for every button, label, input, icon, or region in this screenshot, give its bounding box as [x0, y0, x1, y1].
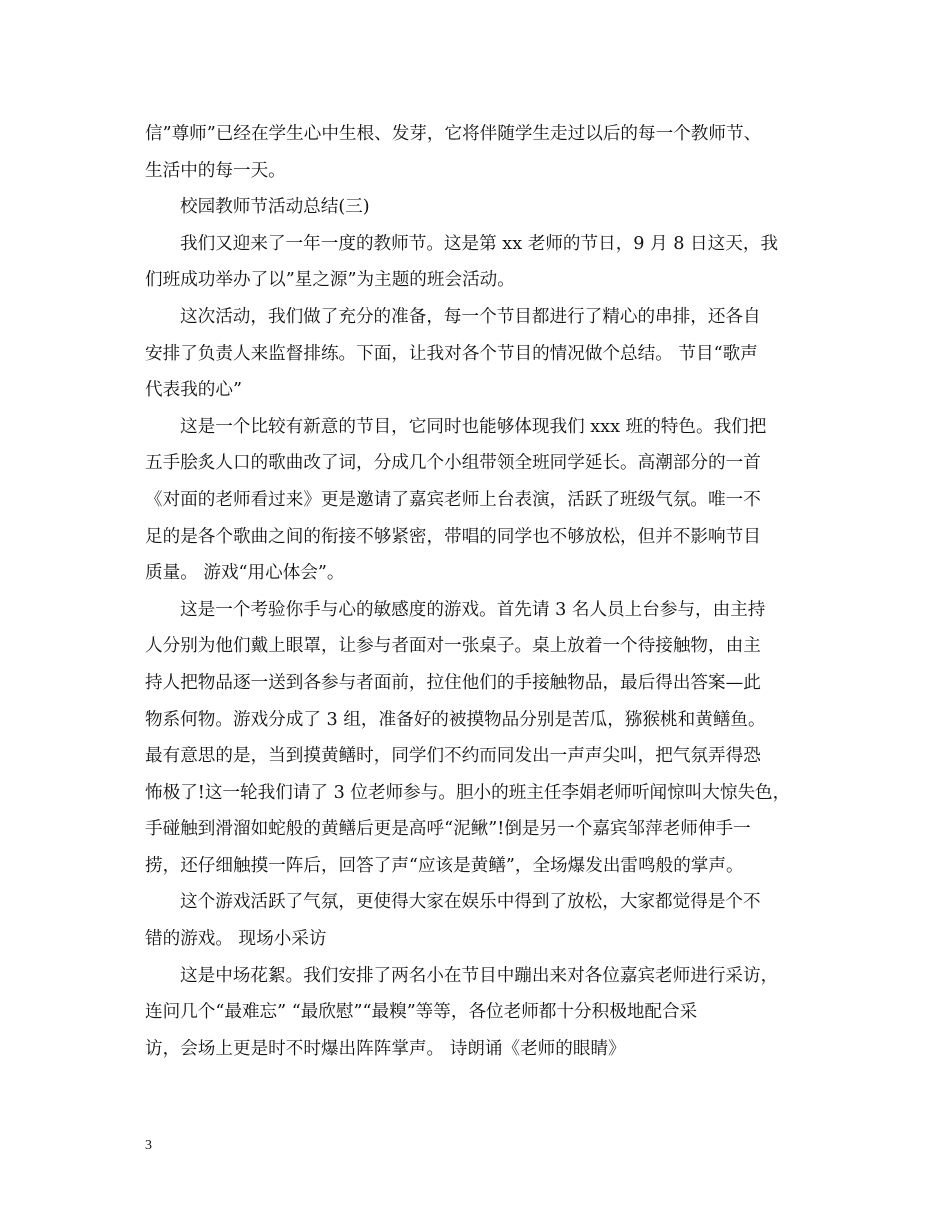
text-line: 这个游戏活跃了气氛，更使得大家在娱乐中得到了放松，大家都觉得是个不 [180, 892, 761, 913]
text-line: 质量。 游戏“用心体会”。 [145, 563, 345, 584]
text-line: 生活中的每一天。 [145, 160, 286, 181]
text-line: 足的是各个歌曲之间的衔接不够紧密，带唱的同学也不够放松，但并不影响节目 [145, 526, 761, 547]
text-line: 《对面的老师看过来》更是邀请了嘉宾老师上台表演，活跃了班级气氛。唯一不 [145, 489, 761, 510]
text-line: 这是中场花絮。我们安排了两名小在节目中蹦出来对各位嘉宾老师进行采访， [180, 965, 779, 986]
text-line: 校园教师节活动总结(三) [180, 197, 370, 218]
text-line: 们班成功举办了以”星之源”为主题的班会活动。 [145, 270, 515, 291]
text-line: 错的游戏。 现场小采访 [145, 929, 327, 950]
page-number: 3 [145, 1138, 152, 1153]
text-line: 我们又迎来了一年一度的教师节。这是第 xx 老师的节日，9 月 8 日这天，我 [180, 233, 779, 254]
text-line: 五手脍炙人口的歌曲改了词，分成几个小组带领全班同学延长。高潮部分的一首 [145, 453, 761, 474]
text-line: 连问几个“最难忘” “最欣慰”“最糗”等等，各位老师都十分积极地配合采 [145, 1002, 698, 1023]
text-line: 怖极了!这一轮我们请了 3 位老师参与。胆小的班主任李娟老师听闻惊叫大惊失色， [145, 782, 791, 803]
document-body [145, 116, 810, 1067]
text-line: 代表我的心” [145, 380, 242, 401]
text-line: 手碰触到滑溜如蛇般的黄鳝后更是高呼“泥鳅”!倒是另一个嘉宾邹萍老师伸手一 [145, 819, 751, 840]
text-line: 这是一个比较有新意的节目，它同时也能够体现我们 xxx 班的特色。我们把 [180, 416, 767, 437]
text-line: 捞，还仔细触摸一阵后，回答了声“应该是黄鳝”，全场爆发出雷鸣般的掌声。 [145, 855, 744, 876]
text-line: 信”尊师”已经在学生心中生根、发芽，它将伴随学生走过以后的每一个教师节、 [145, 124, 762, 144]
text-line: 访，会场上更是时不时爆出阵阵掌声。 诗朗诵《老师的眼睛》 [145, 1038, 626, 1059]
text-line: 持人把物品逐一送到各参与者面前，拉住他们的手接触物品，最后得出答案—此 [145, 672, 761, 693]
text-line: 最有意思的是，当到摸黄鳝时，同学们不约而同发出一声声尖叫，把气氛弄得恐 [145, 746, 761, 767]
text-line: 这是一个考验你手与心的敏感度的游戏。首先请 3 名人员上台参与，由主持 [180, 599, 766, 620]
text-line: 物系何物。游戏分成了 3 组，准备好的被摸物品分别是苦瓜，猕猴桃和黄鳝鱼。 [145, 709, 766, 730]
text-line: 这次活动，我们做了充分的准备，每一个节目都进行了精心的串排，还各自 [180, 306, 761, 327]
text-line: 安排了负责人来监督排练。下面，让我对各个节目的情况做个总结。 节目“歌声 [145, 343, 758, 364]
text-line: 人分别为他们戴上眼罩，让参与者面对一张桌子。桌上放着一个待接触物，由主 [145, 636, 761, 657]
